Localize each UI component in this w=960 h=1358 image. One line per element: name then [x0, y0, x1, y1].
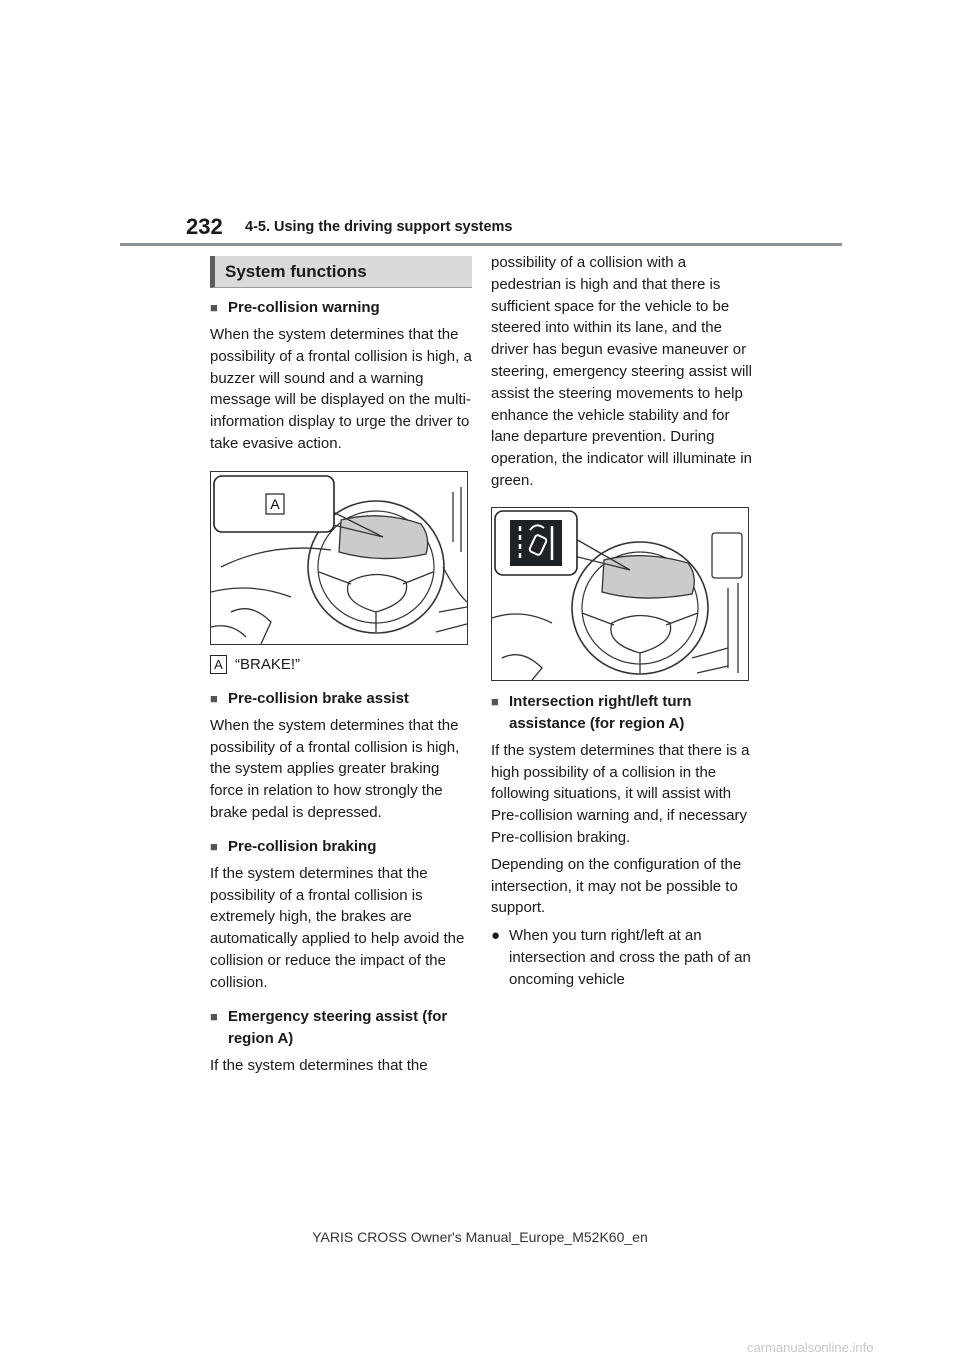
round-bullet-icon: ● — [491, 927, 501, 945]
square-bullet-icon: ■ — [491, 693, 499, 709]
caption-text: “BRAKE!” — [235, 655, 301, 673]
paragraph: If the system determines that there is a high possibility of a collision in the following situations, it will assist with Pre-collision warning and, if necessary Pre-collision braking. — [491, 741, 750, 846]
figure-brake-warning — [210, 471, 468, 645]
paragraph: If the system determines that the possibility of a frontal collision is extremely high, the brakes are automatically applied to help avoid the collision or reduce the impact of the collision. — [210, 864, 465, 991]
paragraph: If the system determines that the — [210, 1056, 428, 1074]
callout-a-box: A — [210, 655, 227, 674]
subhead-text: Pre-collision brake assist — [228, 689, 409, 707]
subhead-text: Pre-collision braking — [228, 837, 377, 855]
paragraph: possibility of a collision with a pedestrian is high and that there is sufficient space for the vehicle to be steered into within its lane, and the driver has begun evasive maneuver or steering, emergency steering assist will assist the steering movements to help enhance the vehicle stability and for lane departure prevention. During operation, the indicator will illuminate in green. — [491, 254, 752, 489]
dashboard-indicator-illustration — [492, 508, 748, 680]
dashboard-illustration — [211, 472, 467, 644]
square-bullet-icon: ■ — [210, 838, 218, 854]
footer-watermark: carmanualsonline.info — [747, 1340, 874, 1355]
subhead-pre-collision-braking — [210, 836, 472, 858]
paragraph: When the system determines that the possibility of a frontal collision is high, a buzzer will sound and a warning message will be displayed on the multi-information display to urge the driver to take evasive action. — [210, 326, 472, 452]
subhead-intersection-turn-assistance — [491, 691, 753, 735]
bullet-item — [491, 925, 753, 990]
paragraph: When the system determines that the possibility of a frontal collision is high, the system applies greater braking force in relation to how strongly the brake pedal is depressed. — [210, 716, 460, 821]
bullet-text: When you turn right/left at an intersection and cross the path of an oncoming vehicle — [509, 927, 751, 988]
subhead-pre-collision-brake-assist — [210, 688, 472, 710]
chapter-title: 4-5. Using the driving support systems — [245, 219, 513, 235]
section-title: System functions — [210, 256, 472, 288]
page-number: 232 — [186, 214, 223, 239]
footer-manual-title: YARIS CROSS Owner's Manual_Europe_M52K60_en — [312, 1229, 648, 1245]
header-rule — [120, 243, 842, 246]
square-bullet-icon: ■ — [210, 690, 218, 706]
subhead-text: Intersection right/left turn assistance (for region A) — [509, 692, 692, 732]
callout-a-label: A — [270, 495, 280, 512]
left-column — [210, 256, 472, 1076]
subhead-pre-collision-warning — [210, 297, 472, 319]
figure-caption — [210, 655, 472, 674]
figure-steering-indicator — [491, 507, 749, 681]
square-bullet-icon: ■ — [210, 1008, 218, 1024]
right-column — [491, 252, 753, 991]
subhead-text: Emergency steering assist (for region A) — [228, 1007, 448, 1047]
subhead-emergency-steering-assist — [210, 1006, 472, 1050]
paragraph: Depending on the configuration of the intersection, it may not be possible to support. — [491, 855, 742, 917]
subhead-text: Pre-collision warning — [228, 299, 380, 316]
square-bullet-icon: ■ — [210, 300, 218, 315]
